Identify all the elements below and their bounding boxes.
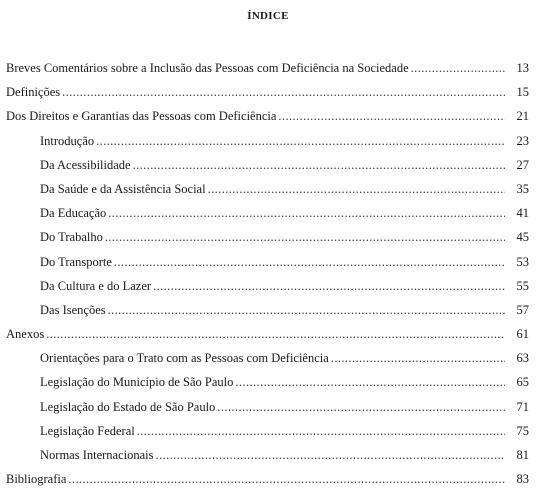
toc-entry[interactable] — [0, 108, 536, 132]
toc-subentry[interactable] — [0, 157, 536, 181]
dot-leader — [137, 423, 505, 440]
toc-entry-label: Normas Internacionais — [40, 448, 154, 462]
toc-page-number: 61 — [516, 327, 529, 342]
toc-entry[interactable] — [0, 84, 536, 108]
toc-subentry[interactable] — [0, 205, 536, 229]
toc-subentry[interactable] — [0, 302, 536, 326]
toc-subentry[interactable] — [0, 133, 536, 157]
dot-leader — [156, 447, 505, 464]
toc-subentry[interactable] — [0, 423, 536, 447]
toc-subentry[interactable] — [0, 229, 536, 253]
toc-page-number: 13 — [516, 61, 529, 75]
toc-page-number: 35 — [516, 181, 529, 196]
toc-entry-label: Da Educação — [40, 206, 107, 221]
dot-leader — [217, 399, 505, 416]
dot-leader — [68, 471, 505, 488]
toc-entry-label: Orientações para o Trato com as Pessoas com Deficiência — [40, 351, 329, 366]
toc-subentry[interactable] — [0, 350, 536, 374]
toc-page-number: 55 — [516, 278, 529, 293]
toc-page-number: 65 — [516, 375, 529, 390]
toc-entry-label: Do Transporte — [40, 254, 112, 269]
toc-entry-label: Legislação do Município de São Paulo — [40, 375, 234, 390]
toc-page-number: 27 — [516, 157, 529, 172]
toc-subentry[interactable] — [0, 254, 536, 278]
dot-leader — [96, 133, 505, 150]
toc-page-number: 45 — [516, 230, 529, 245]
toc-entry-label: Breves Comentários sobre a Inclusão das Pessoas com Deficiência na Sociedade — [6, 61, 409, 75]
dot-leader — [153, 278, 505, 295]
toc-subentry[interactable] — [0, 374, 536, 398]
toc-page-number: 53 — [516, 254, 529, 269]
toc-page-number: 81 — [516, 448, 529, 462]
table-of-contents — [0, 60, 536, 495]
toc-subentry[interactable] — [0, 278, 536, 302]
dot-leader — [114, 254, 505, 271]
toc-page-number: 63 — [516, 351, 529, 366]
toc-entry[interactable] — [0, 326, 536, 350]
toc-page-number: 15 — [516, 85, 529, 100]
dot-leader — [208, 181, 505, 198]
toc-subentry[interactable] — [0, 447, 536, 471]
page-title: ÍNDICE — [247, 10, 289, 22]
dot-leader — [411, 60, 505, 77]
dot-leader — [105, 229, 505, 246]
toc-entry-label: Dos Direitos e Garantias das Pessoas com Deficiência — [6, 109, 277, 124]
toc-page-number: 71 — [516, 399, 529, 414]
toc-entry-label: Introdução — [40, 133, 95, 148]
toc-entry[interactable] — [0, 60, 536, 84]
toc-subentry[interactable] — [0, 181, 536, 205]
toc-entry-label: Anexos — [6, 327, 45, 342]
dot-leader — [108, 205, 505, 222]
toc-page-number: 41 — [516, 206, 529, 221]
dot-leader — [278, 108, 505, 125]
toc-page-number: 75 — [516, 423, 529, 438]
dot-leader — [46, 326, 505, 343]
toc-page-number: 57 — [516, 302, 529, 317]
dot-leader — [235, 374, 505, 391]
toc-entry-label: Da Saúde e da Assistência Social — [40, 181, 206, 196]
toc-entry-label: Legislação do Estado de São Paulo — [40, 399, 216, 414]
toc-entry-label: Das Isenções — [40, 302, 106, 317]
toc-entry-label: Da Acessibilidade — [40, 157, 131, 172]
dot-leader — [331, 350, 505, 367]
toc-entry-label: Bibliografia — [6, 472, 67, 487]
toc-page-number: 23 — [516, 133, 529, 148]
dot-leader — [108, 302, 505, 319]
toc-entry-label: Do Trabalho — [40, 230, 103, 245]
toc-page-number: 21 — [516, 109, 529, 124]
toc-page-number: 83 — [516, 472, 529, 487]
dot-leader — [133, 157, 505, 174]
toc-entry-label: Legislação Federal — [40, 423, 135, 438]
toc-subentry[interactable] — [0, 399, 536, 423]
toc-entry-label: Definições — [6, 85, 61, 100]
toc-entry-label: Da Cultura e do Lazer — [40, 278, 152, 293]
dot-leader — [62, 84, 505, 101]
toc-entry[interactable] — [0, 471, 536, 495]
